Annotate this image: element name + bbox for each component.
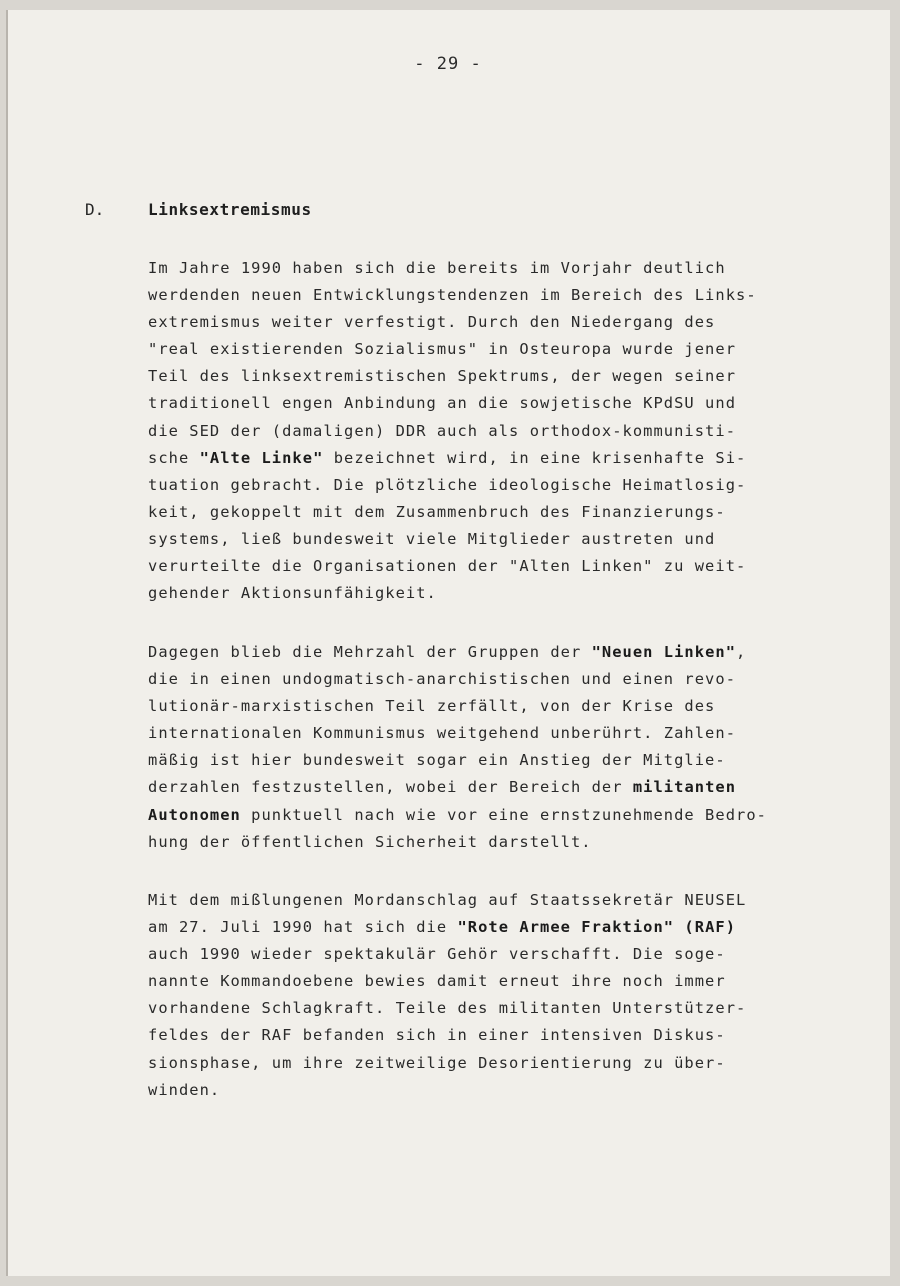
text-line	[148, 580, 868, 607]
text-line	[148, 526, 868, 553]
line-text: Dagegen blieb die Mehrzahl der Gruppen der	[148, 643, 592, 661]
line-text: werdenden neuen Entwicklungstendenzen im Bereich des Links-	[148, 286, 757, 305]
text-line	[148, 995, 868, 1022]
line-text: systems, ließ bundesweit viele Mitglieder austreten und	[148, 529, 716, 548]
text-line	[148, 499, 868, 526]
page-number: - 29 -	[414, 54, 482, 74]
paragraph-left-extremism-overview	[148, 255, 868, 607]
line-text: hung der öffentlichen Sicherheit darstellt.	[148, 832, 592, 851]
emphasis-text: "Rote Armee Fraktion" (RAF)	[457, 918, 737, 937]
line-text: keit, gekoppelt mit dem Zusammenbruch des Finanzierungs-	[148, 502, 726, 521]
text-line	[148, 720, 868, 747]
page-edge	[6, 10, 8, 1276]
line-text: gehender Aktionsunfähigkeit.	[148, 584, 437, 603]
text-line	[148, 1022, 868, 1049]
text-line	[148, 1050, 868, 1077]
line-text: ,	[736, 643, 747, 661]
line-text: winden.	[148, 1080, 221, 1099]
line-text: punktuell nach wie vor eine ernstzunehmende Bedro-	[240, 805, 767, 824]
text-line	[148, 282, 868, 309]
text-line	[148, 309, 868, 336]
line-text: Mit dem mißlungenen Mordanschlag auf Staatssekretär NEUSEL	[148, 891, 747, 909]
line-text: bezeichnet wird, in eine krisenhafte Si-	[323, 448, 747, 467]
line-text: verurteilte die Organisationen der "Alten Linken" zu weit-	[148, 557, 747, 576]
emphasis-text: Autonomen	[148, 805, 241, 824]
text-line	[148, 553, 868, 580]
document-page	[6, 10, 890, 1276]
line-text: vorhandene Schlagkraft. Teile des militanten Unterstützer-	[148, 999, 747, 1018]
line-text: lutionär-marxistischen Teil zerfällt, von der Krise des	[148, 697, 716, 716]
text-line	[148, 445, 868, 472]
text-line	[148, 802, 868, 829]
line-text: sche	[148, 448, 200, 467]
text-line	[148, 666, 868, 693]
line-text: tuation gebracht. Die plötzliche ideologische Heimatlosig-	[148, 475, 747, 494]
text-line	[148, 968, 868, 995]
emphasis-text: "Alte Linke"	[199, 448, 324, 467]
line-text: Im Jahre 1990 haben sich die bereits im Vorjahr deutlich	[148, 259, 726, 277]
text-line	[148, 887, 868, 914]
text-line	[148, 363, 868, 390]
text-line	[148, 941, 868, 968]
text-line	[148, 747, 868, 774]
text-line	[148, 774, 868, 801]
line-text: Teil des linksextremistischen Spektrums, der wegen seiner	[148, 367, 737, 386]
line-text: extremismus weiter verfestigt. Durch den Niedergang des	[148, 313, 716, 332]
text-line	[148, 255, 868, 282]
line-text: am 27. Juli 1990 hat sich die	[148, 918, 458, 937]
text-line	[148, 829, 868, 856]
line-text: sionsphase, um ihre zeitweilige Desorientierung zu über-	[148, 1053, 726, 1072]
text-line	[148, 390, 868, 417]
text-line	[148, 418, 868, 445]
emphasis-text: militanten	[632, 778, 737, 797]
text-line	[148, 693, 868, 720]
section-letter: D.	[85, 200, 105, 219]
paragraph-raf	[148, 887, 868, 1104]
line-text: die in einen undogmatisch-anarchistischen und einen revo-	[148, 670, 737, 689]
line-text: derzahlen festzustellen, wobei der Bereich der	[148, 778, 633, 797]
line-text: die SED der (damaligen) DDR auch als orthodox-kommunisti-	[148, 421, 737, 440]
emphasis-text: "Neuen Linken"	[591, 643, 737, 661]
text-line	[148, 1077, 868, 1104]
line-text: internationalen Kommunismus weitgehend unberührt. Zahlen-	[148, 724, 737, 743]
line-text: mäßig ist hier bundesweit sogar ein Anstieg der Mitglie-	[148, 751, 726, 770]
line-text: "real existierenden Sozialismus" in Osteuropa wurde jener	[148, 340, 737, 359]
section-title: Linksextremismus	[148, 200, 312, 219]
line-text: nannte Kommandoebene bewies damit erneut ihre noch immer	[148, 972, 726, 991]
text-line	[148, 639, 868, 666]
text-line	[148, 336, 868, 363]
paragraph-new-left	[148, 639, 868, 856]
line-text: traditionell engen Anbindung an die sowjetische KPdSU und	[148, 394, 737, 413]
line-text: auch 1990 wieder spektakulär Gehör verschafft. Die soge-	[148, 945, 726, 964]
line-text: feldes der RAF befanden sich in einer intensiven Diskus-	[148, 1026, 726, 1045]
text-line	[148, 914, 868, 941]
text-line	[148, 472, 868, 499]
